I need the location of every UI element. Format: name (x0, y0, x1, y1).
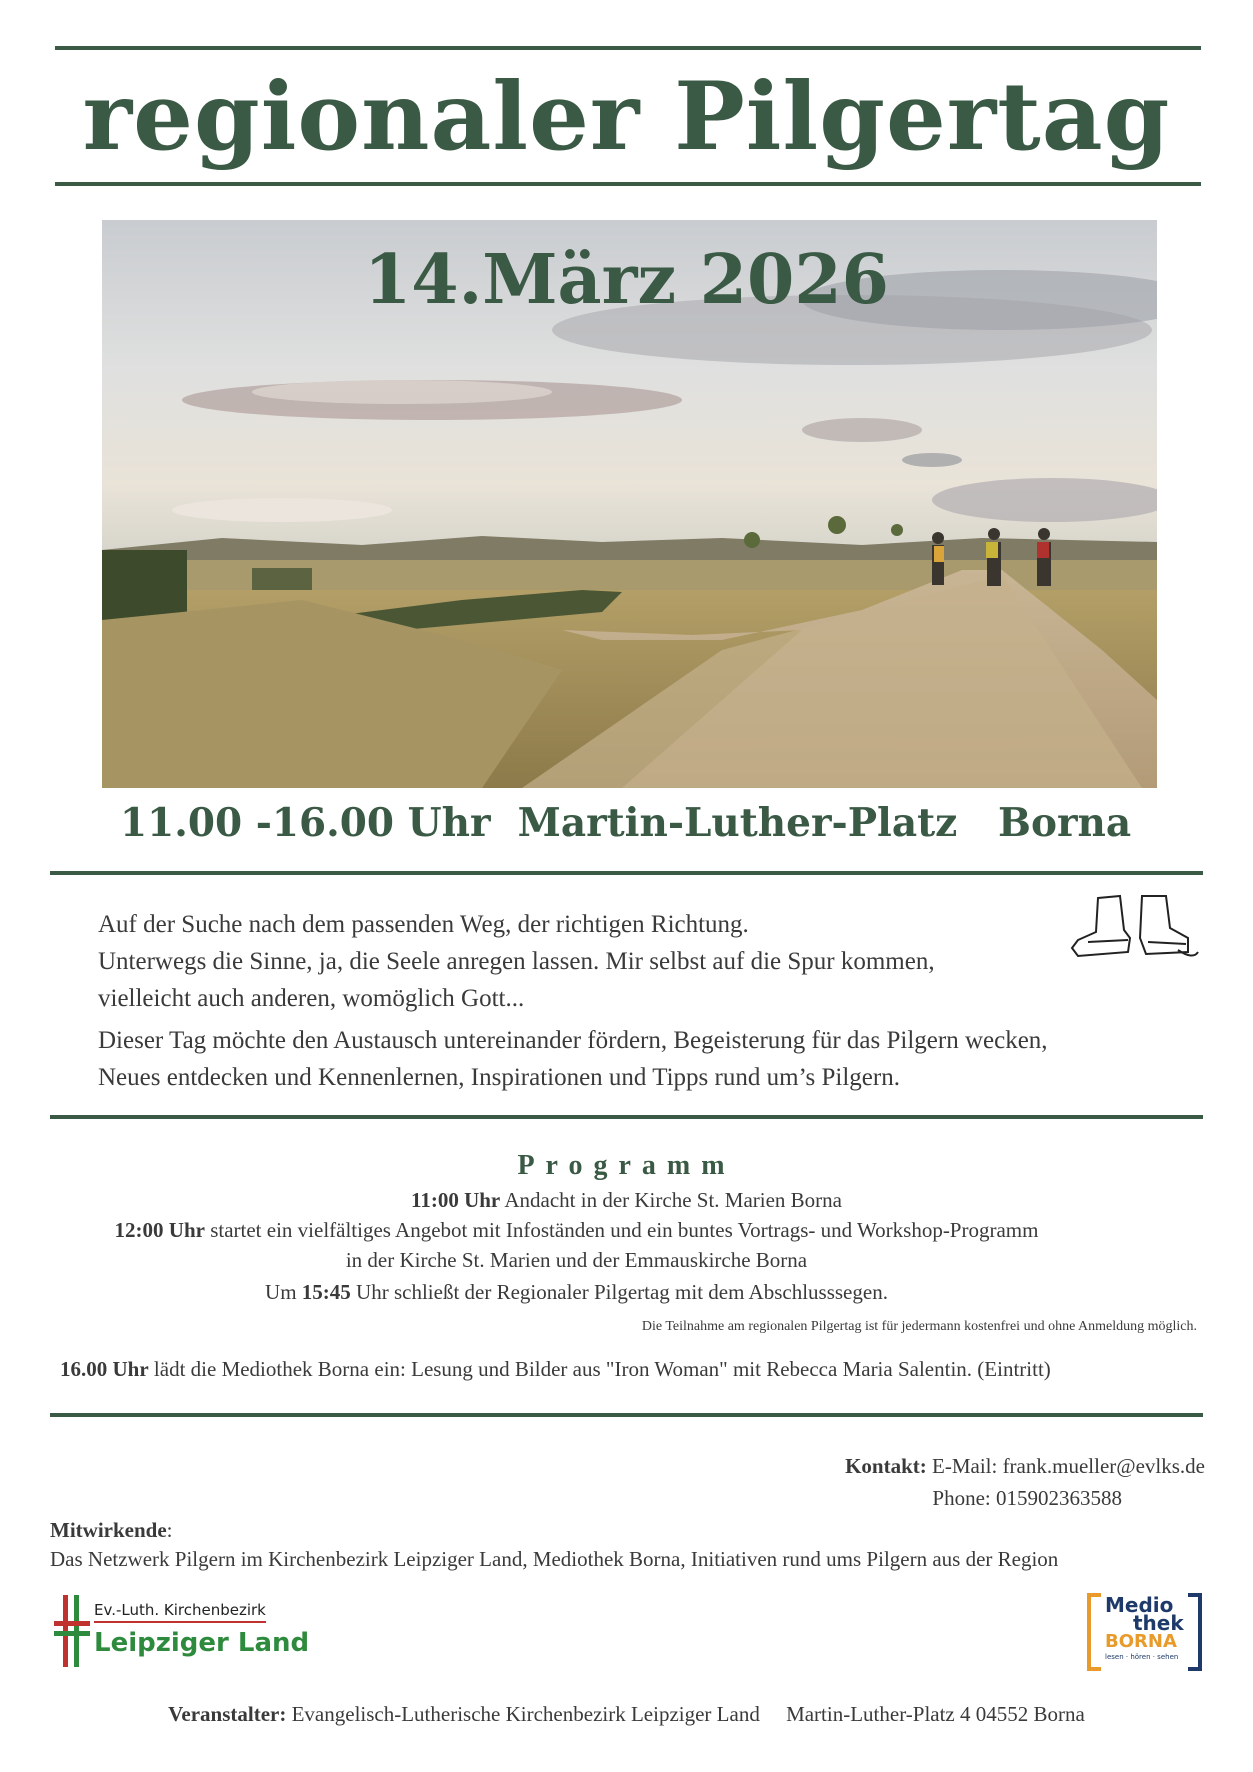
hiking-boots-icon (1068, 890, 1203, 970)
programm-item-1-text: Andacht in der Kirche St. Marien Borna (500, 1188, 842, 1212)
time-location: 11.00 -16.00 Uhr Martin-Luther-Platz Borna (120, 800, 1132, 846)
contact-block (845, 1450, 1205, 1514)
programm-item-1-time: 11:00 Uhr (411, 1188, 501, 1212)
kirchenbezirk-logo-line-2: Leipziger Land (94, 1628, 310, 1658)
programm-item-2-line-2: in der Kirche St. Marien und der Emmauskirche Borna (345, 1248, 808, 1272)
contact-email: E-Mail: frank.mueller@evlks.de (926, 1454, 1205, 1478)
footer-text: Evangelisch-Lutherische Kirchenbezirk Leipziger Land Martin-Luther-Platz 4 04552 Borna (286, 1702, 1085, 1726)
programm-item-4 (60, 1357, 1051, 1382)
intro-line-4: Dieser Tag möchte den Austausch untereinander fördern, Begeisterung für das Pilgern wecken, (98, 1027, 1048, 1054)
programm-item-4-time: 16.00 Uhr (60, 1357, 149, 1381)
mitwirkende-label: Mitwirkende (50, 1518, 167, 1542)
programm-item-2-text: startet ein vielfältiges Angebot mit Infoständen und ein buntes Vortrags- und Workshop-Programm (204, 1218, 1039, 1242)
intro-line-1: Auf der Suche nach dem passenden Weg, der richtigen Richtung. (98, 911, 749, 938)
kirchenbezirk-logo-line-1: Ev.-Luth. Kirchenbezirk (94, 1601, 266, 1623)
programm-item-3-time: 15:45 (301, 1280, 351, 1304)
top-rule (55, 46, 1201, 50)
mediothek-logo-frame-right (1188, 1593, 1202, 1671)
programm-item-1 (0, 1188, 1253, 1213)
mitwirkende-label-line (50, 1518, 173, 1543)
cross-icon (54, 1595, 90, 1667)
mediothek-logo-line-1: Medio (1105, 1593, 1174, 1617)
programm-item-2-time: 12:00 Uhr (114, 1218, 205, 1242)
kirchenbezirk-logo (54, 1595, 310, 1670)
mediothek-logo-line-2: thek (1133, 1611, 1184, 1635)
footer-label: Veranstalter: (168, 1702, 287, 1726)
intro-line-2: Unterwegs die Sinne, ja, die Seele anregen lassen. Mir selbst auf die Spur kommen, (98, 948, 935, 975)
page-title: regionaler Pilgertag (82, 62, 1171, 172)
title-rule (55, 182, 1201, 186)
intro-line-5: Neues entdecken und Kennenlernen, Inspirationen und Tipps rund um’s Pilgern. (98, 1064, 900, 1091)
footer (0, 1702, 1253, 1727)
mediothek-logo-line-4: lesen · hören · sehen (1105, 1653, 1179, 1661)
contact-label: Kontakt: (845, 1454, 927, 1478)
intro-line-3: vielleicht auch anderen, womöglich Gott... (98, 985, 525, 1012)
mediothek-logo (1087, 1593, 1202, 1668)
mediothek-logo-frame (1087, 1593, 1101, 1671)
event-date: 14.März 2026 (363, 240, 889, 320)
mitwirkende-text: Das Netzwerk Pilgern im Kirchenbezirk Leipziger Land, Mediothek Borna, Initiativen rund ums Pilgern aus der Region (50, 1547, 1059, 1571)
programm-item-2 (0, 1218, 1203, 1243)
divider-2 (50, 1115, 1203, 1119)
participation-note: Die Teilnahme am regionalen Pilgertag ist für jedermann kostenfrei und ohne Anmeldung möglich. (641, 1319, 1197, 1334)
divider-3 (50, 1413, 1203, 1417)
contact-phone: Phone: 015902363588 (932, 1486, 1122, 1510)
programm-item-3-text: Uhr schließt der Regionaler Pilgertag mit dem Abschlusssegen. (350, 1280, 888, 1304)
programm-title: Programm (517, 1150, 736, 1181)
programm-item-3 (0, 1280, 1203, 1305)
mitwirkende-colon: : (166, 1518, 173, 1542)
divider-1 (50, 871, 1203, 875)
mediothek-logo-line-3: BORNA (1105, 1631, 1177, 1652)
programm-item-4-text: lädt die Mediothek Borna ein: Lesung und Bilder aus "Iron Woman" mit Rebecca Maria Salentin. (Eintritt) (148, 1357, 1051, 1381)
contact-email-line (845, 1450, 1205, 1482)
programm-item-3-pre: Um (265, 1280, 302, 1304)
